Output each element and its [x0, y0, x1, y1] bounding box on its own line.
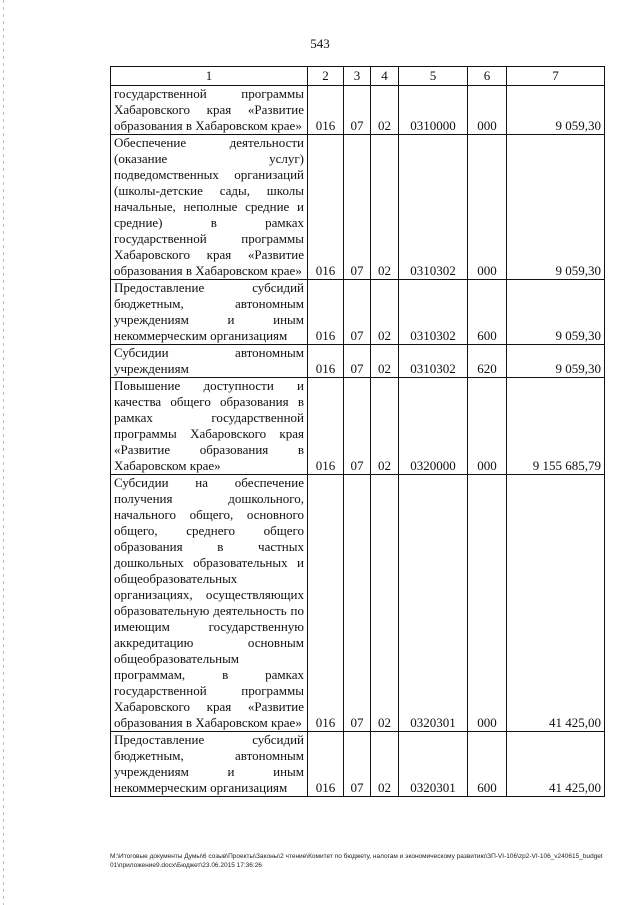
row-name-cell: Субсидии на обеспечение получения дошкольного, начального общего, основного общего, среднего общего образования в частных дошкольных образовательных и общеобразовательных организациях, осуществляющих образовательную деятельность по имеющим государственную аккредитацию основным общеобразовательным программам, в рамках государственной программы Хабаровского края «Развитие образования в Хабаровском крае» [111, 475, 308, 732]
row-amount-cell: 9 059,30 [507, 86, 605, 135]
row-subsection-cell: 02 [371, 732, 399, 797]
table-row [111, 280, 605, 345]
row-section-cell: 07 [344, 86, 371, 135]
row-target-code-cell: 0320000 [399, 378, 468, 475]
row-name-cell: Предоставление субсидий бюджетным, автономным учреждениям и иным некоммерческим организациям [111, 280, 308, 345]
header-cell-7: 7 [507, 67, 605, 86]
budget-table [110, 66, 605, 797]
row-amount-cell: 9 059,30 [507, 345, 605, 378]
table-header-row [111, 67, 605, 86]
row-target-code-cell: 0310302 [399, 280, 468, 345]
row-admin-code-cell: 016 [308, 732, 344, 797]
table-row [111, 135, 605, 280]
row-amount-cell: 9 155 685,79 [507, 378, 605, 475]
row-section-cell: 07 [344, 280, 371, 345]
table-row [111, 475, 605, 732]
row-section-cell: 07 [344, 732, 371, 797]
row-subsection-cell: 02 [371, 378, 399, 475]
row-section-cell: 07 [344, 135, 371, 280]
row-expense-type-cell: 000 [468, 86, 507, 135]
scan-margin-line [3, 0, 4, 905]
row-admin-code-cell: 016 [308, 345, 344, 378]
row-expense-type-cell: 000 [468, 135, 507, 280]
row-admin-code-cell: 016 [308, 135, 344, 280]
row-admin-code-cell: 016 [308, 475, 344, 732]
header-cell-1: 1 [111, 67, 308, 86]
row-amount-cell: 41 425,00 [507, 475, 605, 732]
header-cell-4: 4 [371, 67, 399, 86]
row-name-cell: Предоставление субсидий бюджетным, автономным учреждениям и иным некоммерческим организациям [111, 732, 308, 797]
row-section-cell: 07 [344, 475, 371, 732]
header-cell-3: 3 [344, 67, 371, 86]
row-amount-cell: 9 059,30 [507, 280, 605, 345]
row-name-cell: государственной программы Хабаровского края «Развитие образования в Хабаровском крае» [111, 86, 308, 135]
row-expense-type-cell: 000 [468, 475, 507, 732]
table-row [111, 732, 605, 797]
table-row [111, 345, 605, 378]
row-expense-type-cell: 000 [468, 378, 507, 475]
table-row [111, 378, 605, 475]
row-section-cell: 07 [344, 378, 371, 475]
row-subsection-cell: 02 [371, 345, 399, 378]
row-name-cell: Субсидии автономным учреждениям [111, 345, 308, 378]
row-target-code-cell: 0310302 [399, 345, 468, 378]
row-target-code-cell: 0310000 [399, 86, 468, 135]
header-cell-5: 5 [399, 67, 468, 86]
row-name-cell: Повышение доступности и качества общего образования в рамках государственной программы Хабаровского края «Развитие образования в Хабаровском крае» [111, 378, 308, 475]
row-expense-type-cell: 600 [468, 732, 507, 797]
header-cell-2: 2 [308, 67, 344, 86]
row-section-cell: 07 [344, 345, 371, 378]
row-target-code-cell: 0310302 [399, 135, 468, 280]
table-row [111, 86, 605, 135]
row-subsection-cell: 02 [371, 135, 399, 280]
file-path-footer: M:\Итоговые документы Думы\6 созыв\Проекты\Законы\2 чтение\Комитет по бюджету, налогам и экономическому развитию\ЗП-VI-106\zp2-VI-106_v240615_budget01\приложение9.docx\Бюджет\23.06.2015 17:36:26 [110, 853, 603, 869]
row-subsection-cell: 02 [371, 475, 399, 732]
row-amount-cell: 9 059,30 [507, 135, 605, 280]
row-target-code-cell: 0320301 [399, 732, 468, 797]
header-cell-6: 6 [468, 67, 507, 86]
row-amount-cell: 41 425,00 [507, 732, 605, 797]
row-target-code-cell: 0320301 [399, 475, 468, 732]
row-admin-code-cell: 016 [308, 86, 344, 135]
row-expense-type-cell: 620 [468, 345, 507, 378]
row-expense-type-cell: 600 [468, 280, 507, 345]
page-number: 543 [310, 36, 330, 51]
row-admin-code-cell: 016 [308, 378, 344, 475]
row-subsection-cell: 02 [371, 86, 399, 135]
row-name-cell: Обеспечение деятельности (оказание услуг) подведомственных организаций (школы-детские сады, школы начальные, неполные средние и средние) в рамках государственной программы Хабаровского края «Развитие образования в Хабаровском крае» [111, 135, 308, 280]
row-admin-code-cell: 016 [308, 280, 344, 345]
row-subsection-cell: 02 [371, 280, 399, 345]
